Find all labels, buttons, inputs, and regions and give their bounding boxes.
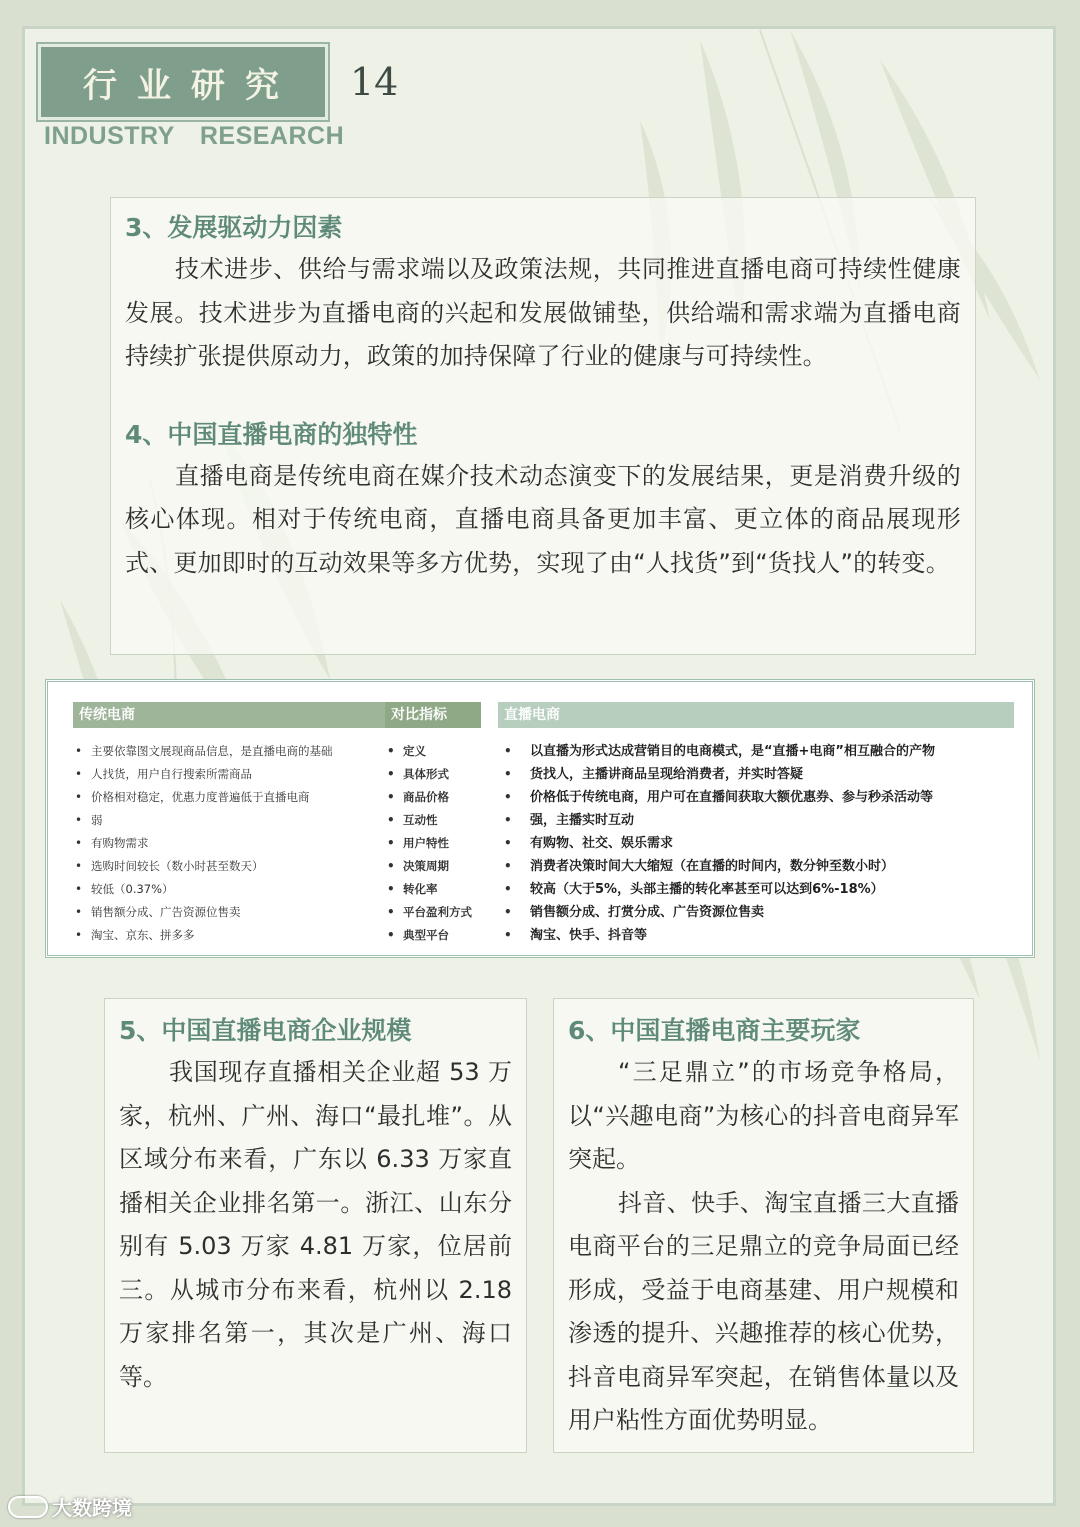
live-item: • 淘宝、快手、抖音等 [498, 924, 1014, 947]
section6-body-1: “三足鼎立”的市场竞争格局，以“兴趣电商”为核心的抖音电商异军突起。 [568, 1058, 959, 1173]
metric-item: • 互动性 [385, 809, 481, 832]
section5-body: 我国现存直播相关企业超 53 万家，杭州、广州、海口“最扎堆”。从区域分布来看，广东以 6.33 万家直播相关企业排名第一。浙江、山东分别有 5.03 万家 4.81 万家，位居前三。从城市分布来看，杭州以 2.18 万家排名第一，其次是广州、海口等。 [119, 1058, 512, 1391]
section4-title: 4、中国直播电商的独特性 [125, 419, 418, 449]
live-item: • 有购物、社交、娱乐需求 [498, 832, 1014, 855]
traditional-column [73, 702, 416, 947]
traditional-item: • 人找货，用户自行搜索所需商品 [73, 763, 416, 786]
page-number: 14 [350, 60, 399, 104]
metric-item: • 商品价格 [385, 786, 481, 809]
metric-item: • 平台盈利方式 [385, 901, 481, 924]
card-sections-3-4 [110, 197, 976, 655]
section-header-box [38, 44, 328, 120]
header-subtitle-en: INDUSTRY RESEARCH [44, 122, 345, 150]
traditional-header: 传统电商 [73, 702, 416, 728]
live-item: • 销售额分成、打赏分成、广告资源位售卖 [498, 901, 1014, 924]
traditional-item: • 淘宝、京东、拼多多 [73, 924, 416, 947]
section5-title: 5、中国直播电商企业规模 [119, 1016, 412, 1045]
live-item: • 价格低于传统电商，用户可在直播间获取大额优惠券、参与秒杀活动等 [498, 786, 1014, 809]
metric-item: • 转化率 [385, 878, 481, 901]
live-item: • 强，主播实时互动 [498, 809, 1014, 832]
traditional-item: • 选购时间较长（数小时甚至数天） [73, 855, 416, 878]
header-title: 行业研究 [83, 65, 299, 106]
live-item: • 消费者决策时间大大缩短（在直播的时间内，数分钟至数小时） [498, 855, 1014, 878]
section6-body-2: 抖音、快手、淘宝直播三大直播电商平台的三足鼎立的竞争局面已经形成，受益于电商基建、用户规模和渗透的提升、兴趣推荐的核心优势，抖音电商异军突起，在销售体量以及用户粘性方面优势明显。 [568, 1188, 959, 1434]
metric-header: 对比指标 [385, 702, 481, 728]
watermark-text: 大数跨境 [52, 1496, 132, 1520]
live-item: • 货找人，主播讲商品呈现给消费者，并实时答疑 [498, 763, 1014, 786]
card-section-5 [104, 998, 527, 1453]
traditional-item: • 销售额分成、广告资源位售卖 [73, 901, 416, 924]
traditional-item: • 弱 [73, 809, 416, 832]
live-header: 直播电商 [498, 702, 1014, 728]
comparison-table [45, 679, 1035, 958]
traditional-item: • 有购物需求 [73, 832, 416, 855]
traditional-item: • 价格相对稳定，优惠力度普遍低于直播电商 [73, 786, 416, 809]
metric-item: • 决策周期 [385, 855, 481, 878]
live-column [498, 702, 1014, 947]
metric-item: • 用户特性 [385, 832, 481, 855]
watermark-logo-icon [8, 1496, 48, 1518]
traditional-item: • 较低（0.37%） [73, 878, 416, 901]
live-item: • 较高（大于5%，头部主播的转化率甚至可以达到6%-18%） [498, 878, 1014, 901]
card-section-6 [553, 998, 974, 1453]
watermark [8, 1492, 132, 1521]
traditional-item: • 主要依靠图文展现商品信息，是直播电商的基础 [73, 740, 416, 763]
section3-body: 技术进步、供给与需求端以及政策法规，共同推进直播电商可持续性健康发展。技术进步为直播电商的兴起和发展做铺垫，供给端和需求端为直播电商持续扩张提供原动力，政策的加持保障了行业的健康与可持续性。 [125, 255, 961, 370]
metric-item: • 定义 [385, 740, 481, 763]
section3-title: 3、发展驱动力因素 [125, 213, 343, 242]
live-item: • 以直播为形式达成营销目的电商模式，是“直播+电商”相互融合的产物 [498, 740, 1014, 763]
section6-title: 6、中国直播电商主要玩家 [568, 1016, 861, 1045]
metric-item: • 典型平台 [385, 924, 481, 947]
section4-body: 直播电商是传统电商在媒介技术动态演变下的发展结果，更是消费升级的核心体现。相对于传统电商，直播电商具备更加丰富、更立体的商品展现形式、更加即时的互动效果等多方优势，实现了由“人找货”到“货找人”的转变。 [125, 461, 961, 577]
metric-item: • 具体形式 [385, 763, 481, 786]
metric-column [385, 702, 481, 947]
